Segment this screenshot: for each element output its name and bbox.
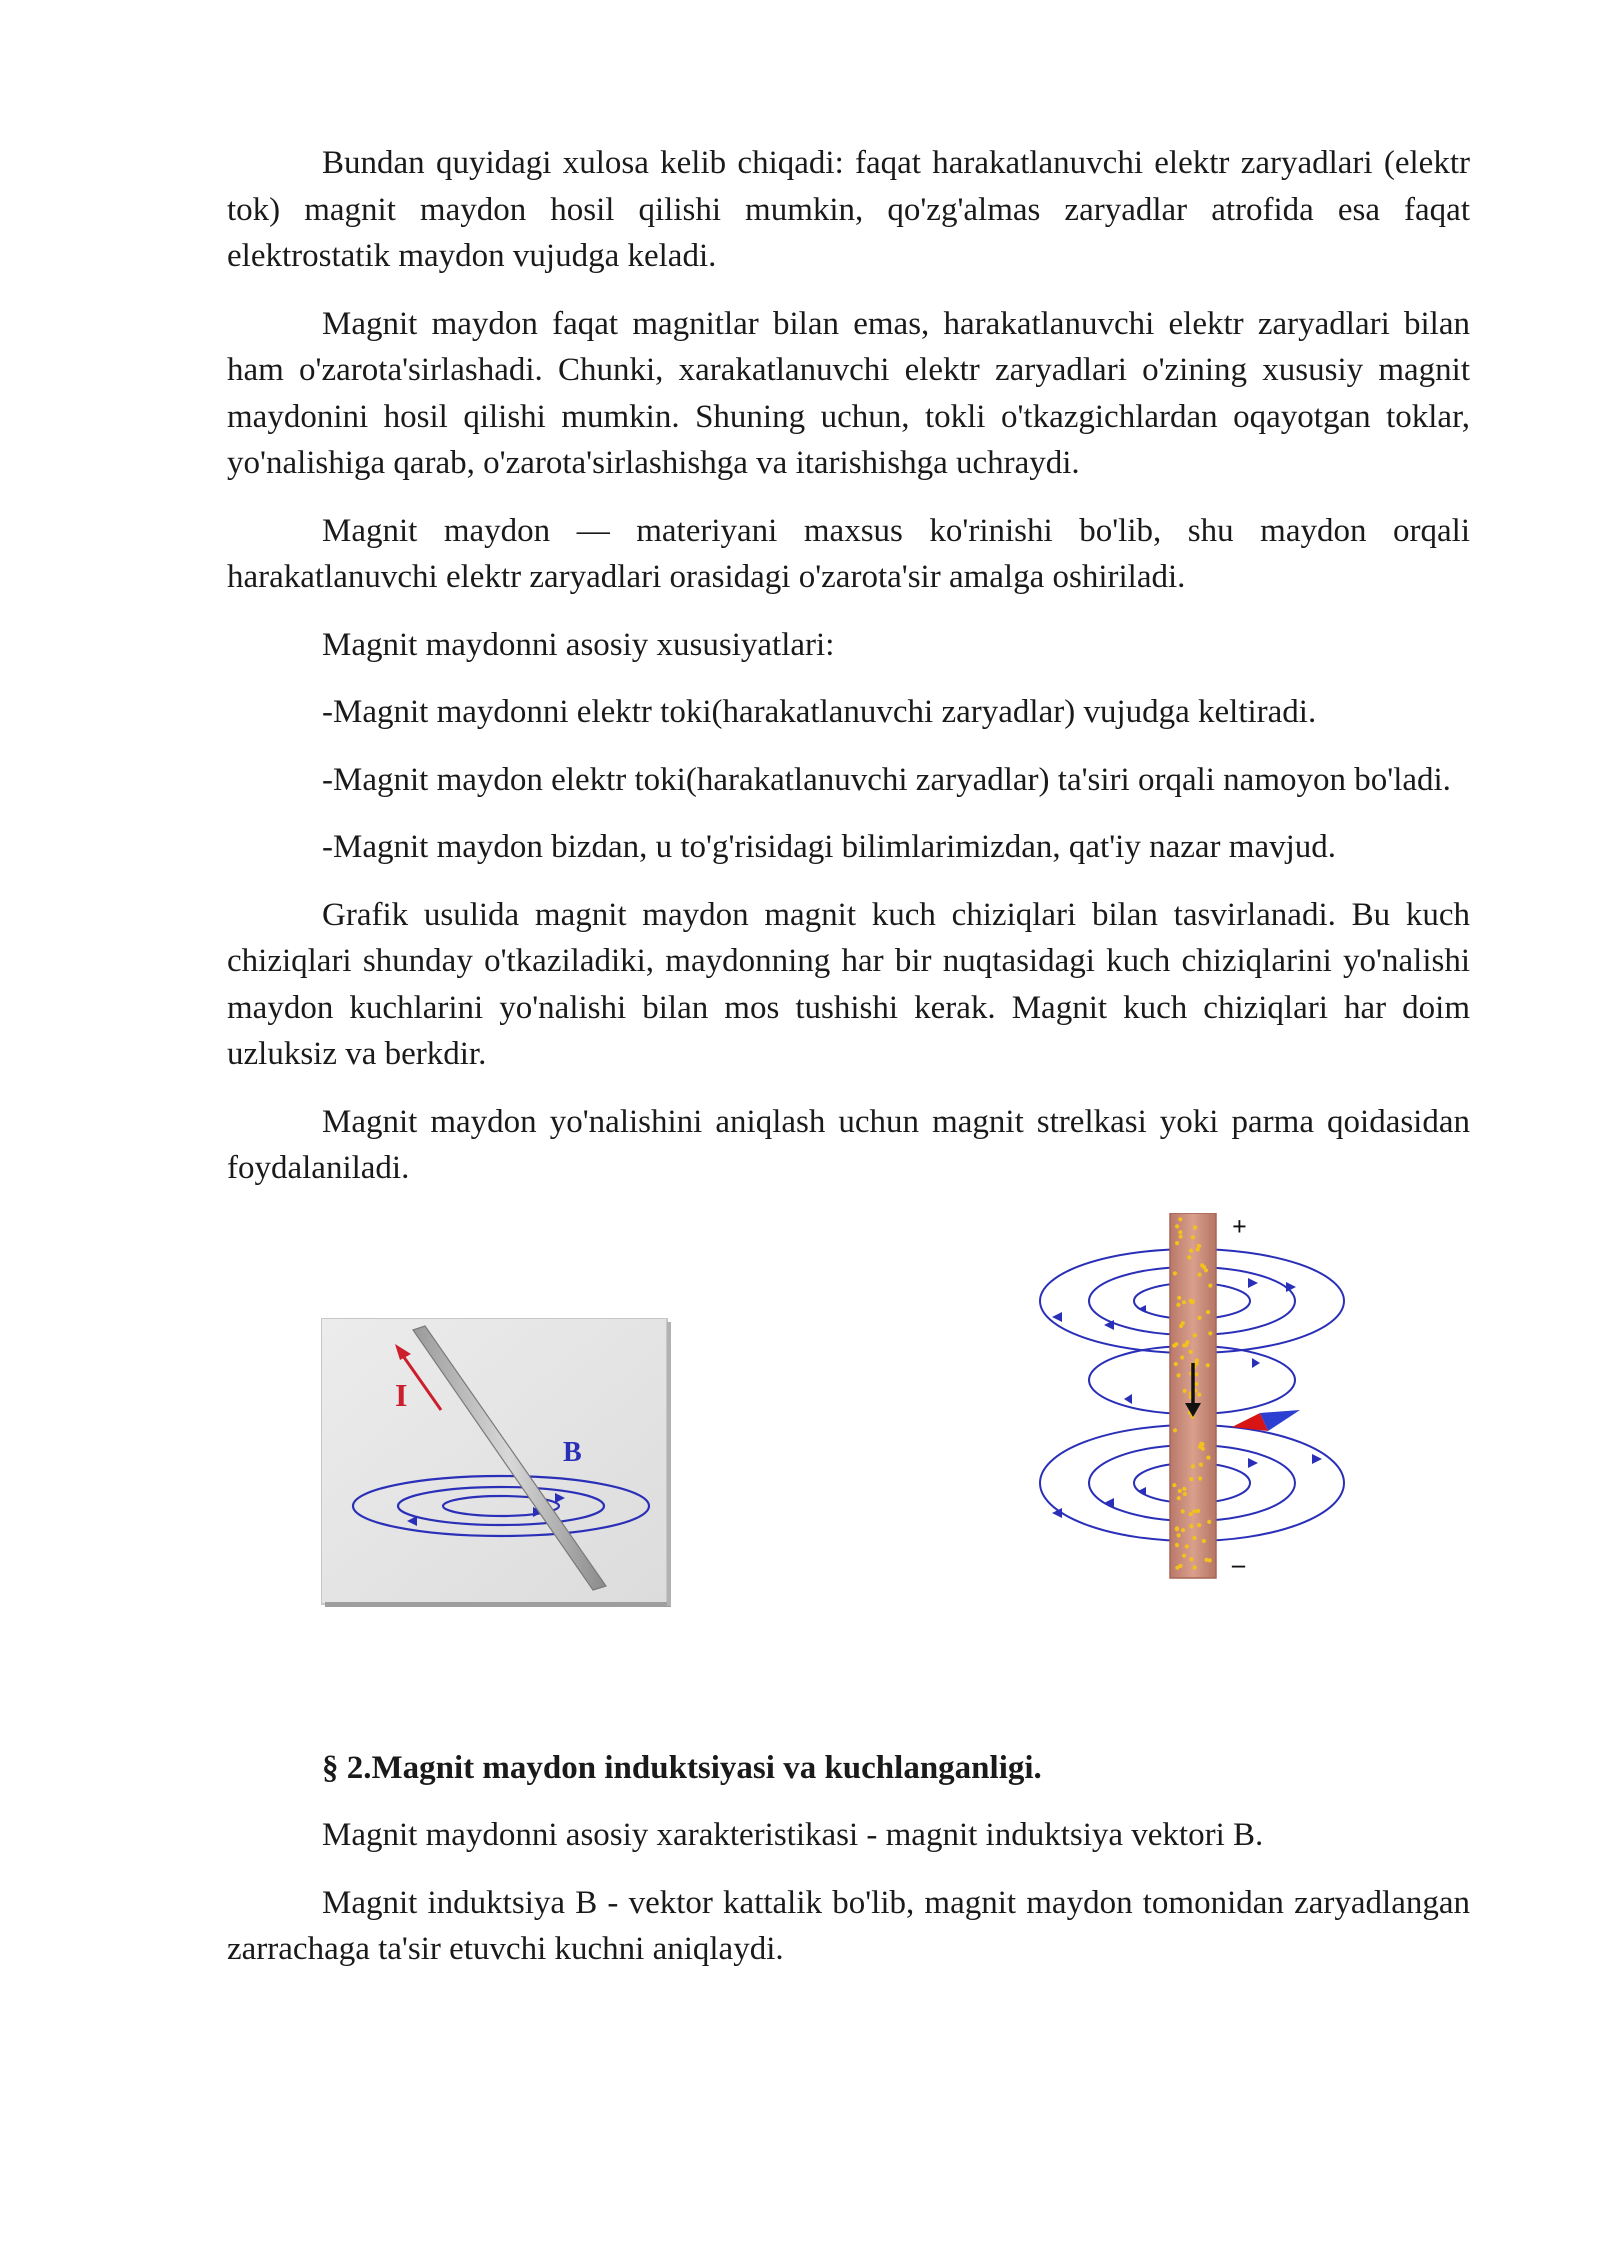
section-heading: § 2.Magnit maydon induktsiyasi va kuchlanganligi.: [322, 1749, 1042, 1786]
paragraph-induction-definition: Magnit induktsiya B - vektor kattalik bo'lib, magnit maydon tomonidan zaryadlangan zarrachaga ta'sir etuvchi kuchni aniqlaydi.: [227, 1884, 1470, 1967]
figure-vertical-conductor: [1032, 1213, 1362, 1598]
paragraph-field-lines: Grafik usulida magnit maydon magnit kuch chiziqlari bilan tasvirlanadi. Bu kuch chiziqlari shunday o'tkaziladiki, maydonning har bir nuqtasidagi kuch chiziqlarini yo'nalishi maydon kuchlarini yo'nalishi bilan mos tushishi kerak. Magnit kuch chiziqlari har doim uzluksiz va berkdir.: [227, 896, 1470, 1072]
paragraph-property-2: -Magnit maydon elektr toki(harakatlanuvchi zaryadlar) ta'siri orqali namoyon bo'ladi.: [322, 761, 1451, 798]
paragraph-interaction: Magnit maydon faqat magnitlar bilan emas, harakatlanuvchi elektr zaryadlari bilan ham o'zarota'sirlashadi. Chunki, xarakatlanuvchi elektr zaryadlari o'zining xususiy magnit maydonini hosil qilishi mumkin. Shuning uchun, tokli o'tkazgichlardan oqayotgan toklar, yo'nalishiga qarab, o'zarota'sirlashishga va itarishishga uchraydi.: [227, 305, 1470, 481]
compass-needle-icon: [1232, 1410, 1300, 1431]
paragraph-property-1: -Magnit maydonni elektr toki(harakatlanuvchi zaryadlar) vujudga keltiradi.: [322, 694, 1317, 730]
paragraph-properties-title: Magnit maydonni asosiy xususiyatlari:: [322, 626, 835, 663]
figures-row: [227, 1213, 1470, 1733]
minus-label: –: [1232, 1549, 1245, 1579]
paragraph-conclusion: Bundan quyidagi xulosa kelib chiqadi: faqat harakatlanuvchi elektr zaryadlari (elektr tok) magnit maydon hosil qilishi mumkin, qo'zg'almas zaryadlar atrofida esa faqat elektrostatik maydon vujudga keladi.: [227, 145, 1470, 274]
current-label: I: [395, 1376, 408, 1413]
figure-straight-conductor: [321, 1318, 671, 1608]
paragraph-characteristic: Magnit maydonni asosiy xarakteristikasi - magnit induktsiya vektori B.: [322, 1817, 1264, 1853]
field-label: B: [563, 1436, 582, 1468]
plus-label: +: [1232, 1212, 1247, 1241]
paragraph-direction: Magnit maydon yo'nalishini aniqlash uchun magnit strelkasi yoki parma qoidasidan foydalaniladi.: [227, 1103, 1470, 1186]
paragraph-definition: Magnit maydon — materiyani maxsus ko'rinishi bo'lib, shu maydon orqali harakatlanuvchi elektr zaryadlari orasidagi o'zarota'sir amalga oshiriladi.: [227, 512, 1470, 595]
paragraph-property-3: -Magnit maydon bizdan, u to'g'risidagi bilimlarimizdan, qat'iy nazar mavjud.: [322, 829, 1337, 865]
document-page: [227, 140, 1470, 1994]
